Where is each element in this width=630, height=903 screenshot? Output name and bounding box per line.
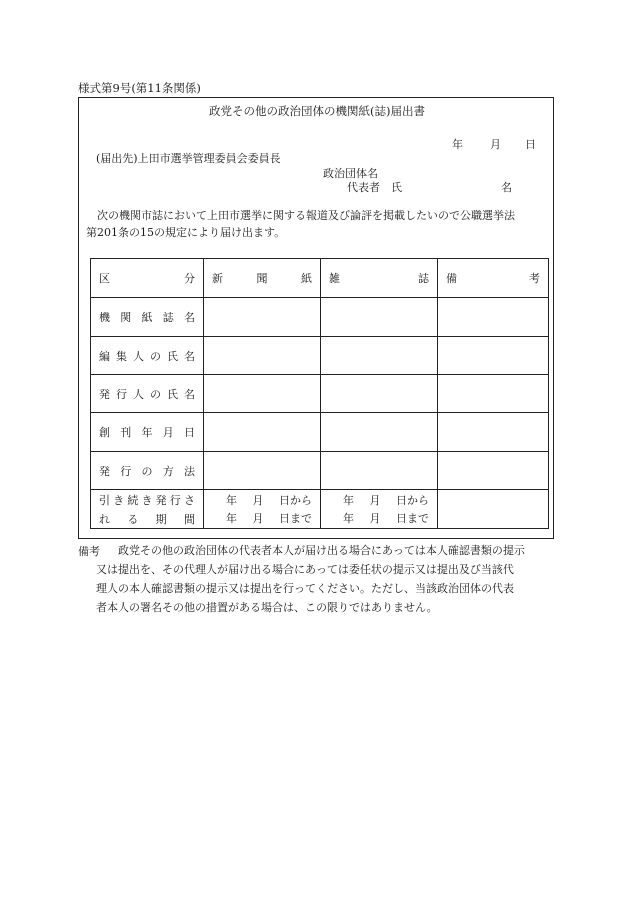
- header-category: 区 分: [91, 259, 204, 298]
- remarks-line-4: 者本人の署名その他の措置がある場合は、この限りではありません。: [96, 601, 438, 614]
- cell-magazine[interactable]: [321, 452, 438, 490]
- form-title: 政党その他の政治団体の機関紙(誌)届出書: [209, 104, 425, 118]
- addressee: (届出先)上田市選挙管理委員会委員長: [96, 152, 281, 165]
- row-label-publishing-method: 発 行 の 方 法: [91, 452, 204, 490]
- cell-magazine-period[interactable]: 年 月 日から 年 月 日まで: [321, 490, 438, 529]
- form-frame: [78, 97, 554, 539]
- date-day-unit: 日: [525, 138, 536, 151]
- representative-label: 代表者 氏: [347, 181, 402, 194]
- table-row: [91, 337, 549, 375]
- cell-remarks[interactable]: [438, 298, 549, 337]
- table-row-period: [91, 490, 549, 529]
- cell-newspaper[interactable]: [204, 298, 321, 337]
- form-label: 様式第9号(第11条関係): [78, 81, 201, 95]
- registration-table: [90, 258, 549, 529]
- table-row: [91, 452, 549, 490]
- table-header-row: [91, 259, 549, 298]
- body-line-1: 次の機関市誌において上田市選挙に関する報道及び論評を掲載したいので公職選挙法: [97, 209, 515, 222]
- remarks-line-2: 又は提出を、その代理人が届け出る場合にあっては委任状の提示又は提出及び当該代: [96, 563, 514, 576]
- row-label-continuation-period: 引 き 続 き 発 行 さ れ る 期 間: [91, 490, 204, 529]
- header-newspaper: 新 聞 紙: [204, 259, 321, 298]
- date-year-unit: 年: [452, 138, 463, 151]
- remarks-line-1: 政党その他の政治団体の代表者本人が届け出る場合にあっては本人確認書類の提示: [118, 544, 525, 557]
- row-label-publication-name: 機 関 紙 誌 名: [91, 298, 204, 337]
- body-line-2: 第201条の15の規定により届け出ます。: [86, 226, 286, 239]
- cell-remarks[interactable]: [438, 413, 549, 452]
- cell-magazine[interactable]: [321, 375, 438, 413]
- remarks-line-3: 理人の本人確認書類の提示又は提出を行ってください。ただし、当該政治団体の代表: [96, 582, 514, 595]
- date-month-unit: 月: [490, 138, 501, 151]
- cell-newspaper[interactable]: [204, 375, 321, 413]
- header-magazine: 雑 誌: [321, 259, 438, 298]
- cell-magazine[interactable]: [321, 337, 438, 375]
- table-row: [91, 375, 549, 413]
- org-name-label: 政治団体名: [323, 167, 378, 180]
- table-row: [91, 298, 549, 337]
- table-row: [91, 413, 549, 452]
- representative-mei: 名: [501, 181, 512, 194]
- row-label-first-issue-date: 創 刊 年 月 日: [91, 413, 204, 452]
- row-label-publisher-name: 発 行 人 の 氏 名: [91, 375, 204, 413]
- cell-newspaper[interactable]: [204, 413, 321, 452]
- cell-newspaper-period[interactable]: 年 月 日から 年 月 日まで: [204, 490, 321, 529]
- cell-newspaper[interactable]: [204, 337, 321, 375]
- header-remarks: 備 考: [438, 259, 549, 298]
- cell-remarks[interactable]: [438, 375, 549, 413]
- row-label-editor-name: 編 集 人 の 氏 名: [91, 337, 204, 375]
- cell-newspaper[interactable]: [204, 452, 321, 490]
- remarks-heading: 備考: [78, 545, 100, 558]
- cell-remarks[interactable]: [438, 337, 549, 375]
- cell-remarks[interactable]: [438, 452, 549, 490]
- cell-remarks-period[interactable]: [438, 490, 549, 529]
- cell-magazine[interactable]: [321, 298, 438, 337]
- cell-magazine[interactable]: [321, 413, 438, 452]
